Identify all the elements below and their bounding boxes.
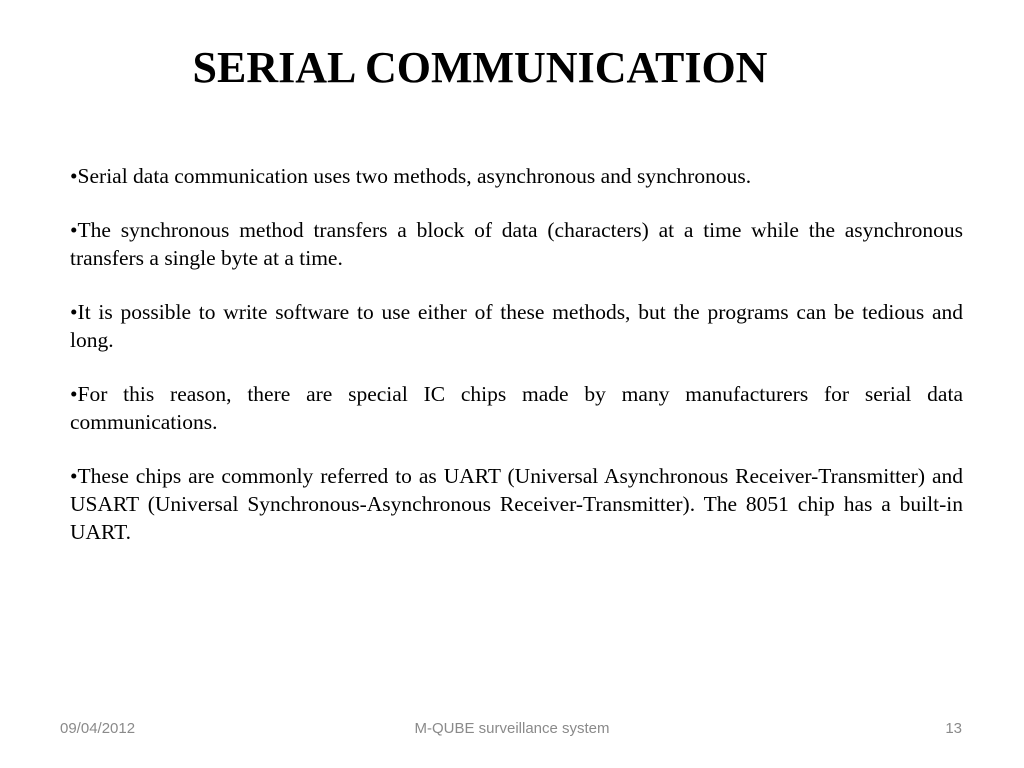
bullet-text: These chips are commonly referred to as UART (Universal Asynchronous Receiver-Transmitter) and USART (Universal Synchronous-Asynchronous Receiver-Transmitter). The 8051 chip has a built-in UART. [70,464,963,544]
bullet-list [70,162,963,572]
bullet-marker: • [70,218,78,242]
bullet-marker: • [70,464,78,488]
bullet-text: For this reason, there are special IC chips made by many manufacturers for serial data communications. [70,382,963,434]
bullet-item [70,216,963,272]
footer-date: 09/04/2012 [60,720,136,737]
page-number: 13 [945,720,962,737]
bullet-text: The synchronous method transfers a block of data (characters) at a time while the asynchronous transfers a single byte at a time. [70,218,963,270]
bullet-text: Serial data communication uses two methods, asynchronous and synchronous. [77,164,752,188]
bullet-marker: • [70,300,78,324]
slide-title: SERIAL COMMUNICATION [192,43,768,92]
bullet-item [70,162,963,190]
bullet-item [70,462,963,546]
footer-title: M-QUBE surveillance system [414,720,610,737]
bullet-marker: • [70,164,78,188]
bullet-marker: • [70,382,78,406]
bullet-item [70,380,963,436]
bullet-item [70,298,963,354]
bullet-text: It is possible to write software to use either of these methods, but the programs can be tedious and long. [70,300,963,352]
